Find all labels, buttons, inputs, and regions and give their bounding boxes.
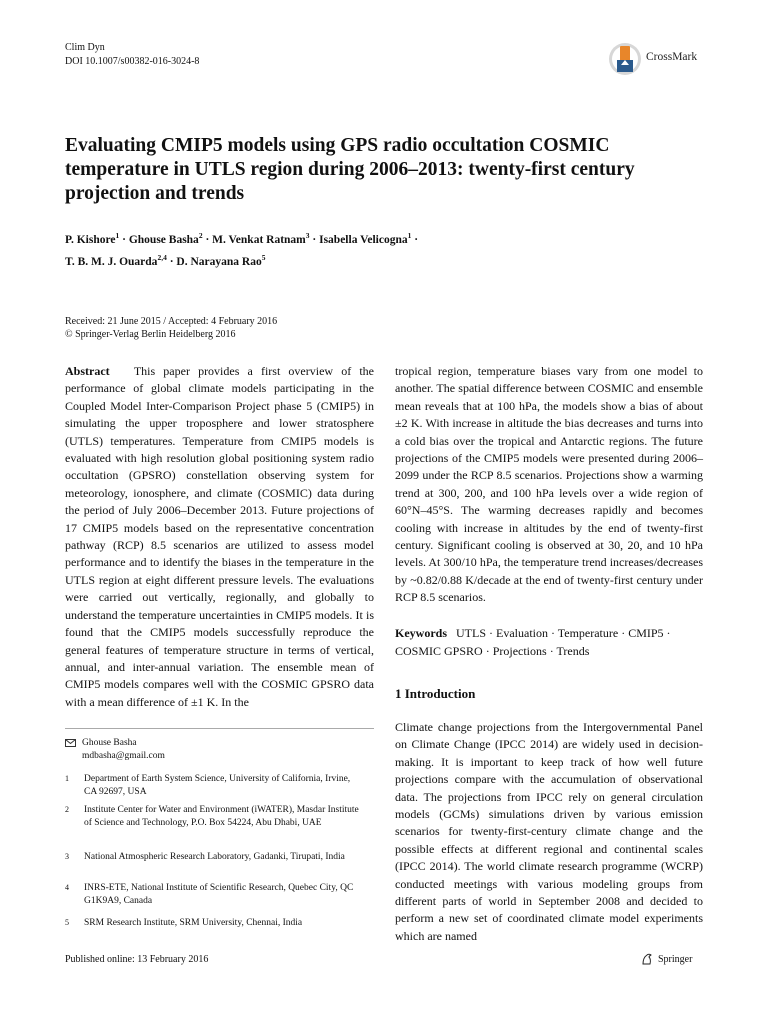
paper-title: Evaluating CMIP5 models using GPS radio occultation COSMIC temperature in UTLS region during 2006–2013: twenty-first century projection and trends	[65, 135, 635, 204]
corresponding-author: Ghouse Basha	[82, 738, 137, 748]
journal-name: Clim Dyn	[65, 42, 105, 53]
author-affil-sup: 3	[305, 231, 310, 240]
envelope-icon	[65, 739, 76, 747]
abstract-heading: Abstract	[65, 364, 110, 378]
affiliation-text: Institute Center for Water and Environment (iWATER), Masdar Institute of Science and Technology, P.O. Box 54224, Abu Dhabi, UAE	[84, 805, 359, 828]
affiliation-number: 1	[65, 774, 69, 783]
crossmark-badge[interactable]	[608, 40, 708, 80]
keywords-list: UTLS · Evaluation · Temperature · CMIP5 · COSMIC GPSRO · Projections · Trends	[395, 626, 671, 658]
author-name[interactable]: Isabella Velicogna	[319, 233, 408, 246]
affiliation-number: 2	[65, 805, 69, 814]
doi[interactable]: DOI 10.1007/s00382-016-3024-8	[65, 56, 200, 67]
keywords	[395, 624, 703, 660]
article-dates	[65, 315, 277, 341]
publisher-logo	[640, 952, 692, 966]
author-affil-sup: 5	[261, 252, 266, 262]
keywords-heading: Keywords	[395, 626, 447, 640]
crossmark-label: CrossMark	[646, 51, 698, 63]
received-accepted: Received: 21 June 2015 / Accepted: 4 February 2016	[65, 316, 278, 327]
author-name[interactable]: P. Kishore	[65, 233, 116, 246]
correspondence	[65, 737, 165, 762]
affiliation-number: 3	[65, 852, 69, 861]
affiliation-text: INRS-ETE, National Institute of Scientific Research, Quebec City, QC G1K9A9, Canada	[84, 883, 354, 906]
affiliation-text: SRM Research Institute, SRM University, Chennai, India	[84, 918, 303, 928]
footnote-divider	[65, 728, 374, 729]
affiliation-text: Department of Earth System Science, University of California, Irvine, CA 92697, USA	[84, 774, 351, 797]
author-name[interactable]: M. Venkat Ratnam	[212, 233, 306, 246]
author-affil-sup: 2,4	[157, 252, 167, 262]
author-list: P. Kishore$^1$ · Ghouse Basha$^2$ · M. Venkat Ratnam$^3$ · Isabella Velicogna$^1$ · T. B. M. J. Ouarda$^{2,4}$ · D. Narayana Rao$^5$	[65, 231, 419, 268]
affiliation-number: 5	[65, 918, 69, 927]
author-affil-sup: 2	[198, 231, 203, 240]
springer-horse-icon	[640, 952, 654, 966]
section-heading-introduction: 1 Introduction	[395, 686, 476, 701]
corresponding-email[interactable]: mdbasha@gmail.com	[82, 750, 165, 761]
publisher-name: Springer	[658, 953, 693, 965]
abstract-right: tropical region, temperature biases vary from one model to another. The spatial difference between COSMIC and ensemble mean reveals that at 100 hPa, the models show a bias of about ±2 K. With increase in altitude the bias decreases and turns into a cold bias over the tropical and Antarctic regions. The future projections of the CMIP5 models were presented during 2006–2099 under the RCP 8.5 scenarios. Projections show a warming trend at 300, 200, and 100 hPa levels over a wide region of 60°N–45°S. The warming decreases rapidly and becomes cooling with increase in altitudes by the end of twenty-first century. Significant cooling is observed at 30, 20, and 10 hPa levels. At 300/10 hPa, the temperature trend increases/decreases by ~0.82/0.88 K/decade at the end of twenty-first century under RCP 8.5 scenarios.	[395, 364, 703, 605]
copyright: © Springer-Verlag Berlin Heidelberg 2016	[65, 329, 236, 340]
affiliation-number: 4	[65, 883, 69, 892]
abstract-left	[65, 363, 374, 711]
author-affil-sup: 1	[407, 231, 412, 240]
author-name[interactable]: Ghouse Basha	[128, 233, 199, 246]
author-name[interactable]: D. Narayana Rao	[176, 255, 262, 268]
published-online: Published online: 13 February 2016	[65, 954, 209, 965]
author-name[interactable]: T. B. M. J. Ouarda	[65, 255, 158, 268]
author-affil-sup: 1	[115, 231, 120, 240]
introduction-text: Climate change projections from the Intergovernmental Panel on Climate Change (IPCC 2014) are widely used in decision-making. It is important to keep track of how well future projections compare with the accumulation of observational data. The projections from IPCC rely on general circulation models (GCMs) simulations driven by various emission scenarios for twenty-first-century climate change and the possible effects at different regional and continental scales (IPCC 2014). The world climate research programme (WCRP) conducted meetings with various modeling groups from different parts of world in September 2008 and decided to perform a new set of coordinated climate model experiments which are named	[395, 720, 703, 943]
abstract-text: This paper provides a first overview of the performance of global climate models participating in the Coupled Model Inter-Comparison Project phase 5 (CMIP5) in simulating the upper troposphere and lower stratosphere (UTLS) temperatures. Temperature from CMIP5 models is evaluated with high resolution global positioning system radio occultation (GPSRO) constellation observing system for meteorology, ionosphere, and climate (COSMIC) data during the period of July 2006–December 2013. Future projections of 17 CMIP5 models based on the representative concentration pathway (RCP) 8.5 scenarios are utilized to assess model performance and to identify the biases in the temperature in the UTLS region at eight different pressure levels. The evaluations were carried out vertically, regionally, and globally to understand the temperature uncertainties in CMIP5 models. It is found that the CMIP5 models successfully reproduce the general features of temperature structure in terms of vertical, annual, and inter-annual variation. The ensemble mean of CMIP5 models compares well with the COSMIC GPSRO data with a mean difference of ±1 K. In the	[65, 364, 374, 709]
affiliation-text: National Atmospheric Research Laboratory, Gadanki, Tirupati, India	[84, 852, 345, 862]
crossmark-icon	[608, 40, 642, 78]
